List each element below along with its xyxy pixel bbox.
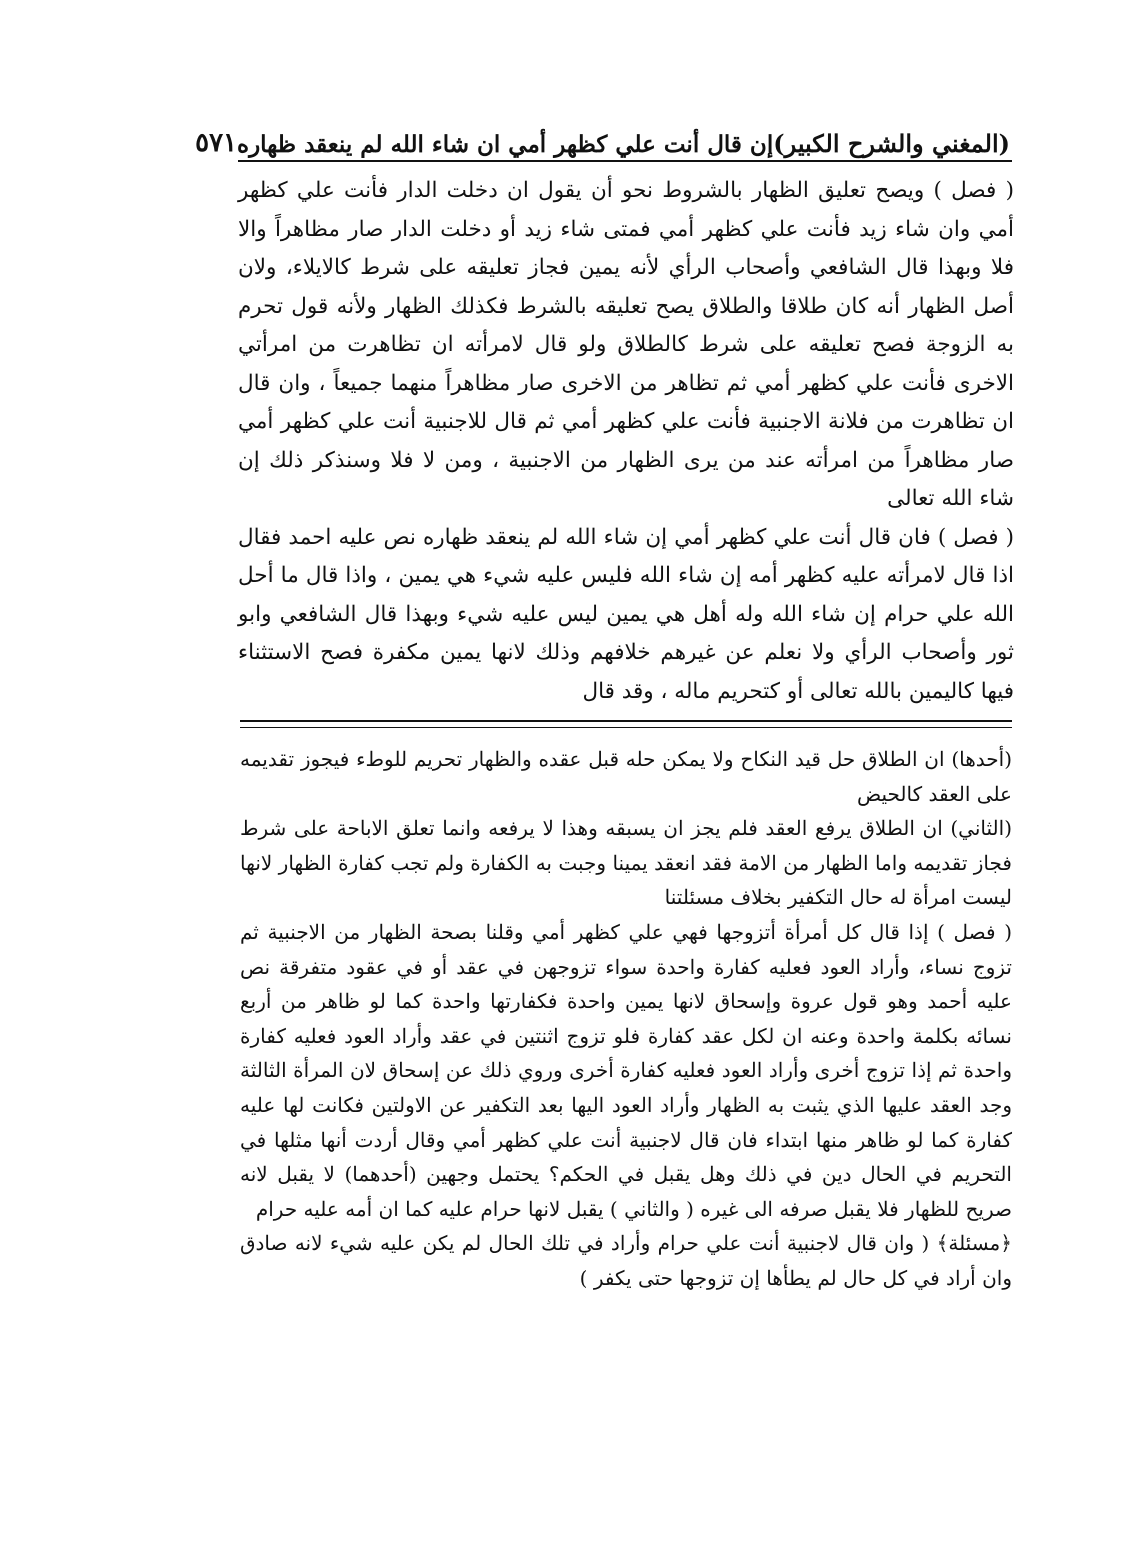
commentary-paragraph: ( فصل ) إذا قال كل أمرأة أتزوجها فهي علي كظهر أمي وقلنا بصحة الظهار من الاجنبية ثم تزوج نساء، وأراد العود فعليه كفارة واحدة سواء تزوجهن في عقد أو في عقود متفرقة نص عليه أحمد وهو قول عروة وإسحاق لانها يمين واحدة فكفارتها واحدة كما لو ظاهر من أربع نسائه بكلمة واحدة وعنه ان لكل عقد كفارة فلو تزوج اثنتين في عقد وأراد العود فعليه كفارة واحدة ثم إذا تزوج أخرى وأراد العود فعليه كفارة أخرى وروي ذلك عن إسحاق لان المرأة الثالثة وجد العقد عليها الذي يثبت به الظهار وأراد العود اليها بعد التكفير عن الاولتين فكانت لها عليه كفارة كما لو ظاهر منها ابتداء فان قال لاجنبية أنت علي كظهر أمي وقال أردت أنها مثلها في التحريم في الحال دين في ذلك وهل يقبل في الحكم؟ يحتمل وجهين (أحدهما) لا يقبل لانه صريح للظهار فلا يقبل صرفه الى غيره ( والثاني ) يقبل لانها حرام عليه كما ان أمه عليه حرام (240, 919, 1012, 1221)
section-divider (240, 720, 1012, 728)
commentary-paragraph: (الثاني) ان الطلاق يرفع العقد فلم يجز ان يسبقه وهذا لا يرفعه وانما تعلق الاباحة على شرط فجاز تقديمه واما الظهار من الامة فقد انعقد يمينا وجبت به الكفارة ولم تجب كفارة الظهار لانها ليست امرأة له حال التكفير بخلاف مسئلتنا (240, 816, 1012, 910)
running-header (195, 118, 1010, 158)
page-number: ٥٧١ (195, 128, 238, 158)
commentary-text (240, 742, 1012, 1296)
main-paragraph: ( فصل ) ويصح تعليق الظهار بالشروط نحو أن يقول ان دخلت الدار فأنت علي كظهر أمي وان شاء زيد فأنت علي كظهر أمي فمتى شاء زيد أو دخلت الدار صار مظاهراً والا فلا وبهذا قال الشافعي وأصحاب الرأي لأنه يمين فجاز تعليقه على شرط كالايلاء، ولان أصل الظهار أنه كان طلاقا والطلاق يصح تعليقه بالشرط فكذلك الظهار ولأنه قول تحرم به الزوجة فصح تعليقه على شرط كالطلاق ولو قال لامرأته ان تظاهرت من امرأتي الاخرى فأنت علي كظهر أمي ثم تظاهر من الاخرى صار مظاهراً منهما جميعاً ، وان قال ان تظاهرت من فلانة الاجنبية فأنت علي كظهر أمي ثم قال للاجنبية أنت علي كظهر أمي صار مظاهراً من امرأته عند من يرى الظهار من الاجنبية ، ومن لا فلا وسنذكر ذلك إن شاء الله تعالى (238, 178, 1014, 511)
header-rule (238, 160, 1012, 162)
chapter-title: إن قال أنت علي كظهر أمي ان شاء الله لم ينعقد ظهاره (237, 131, 774, 158)
main-paragraph: ( فصل ) فان قال أنت علي كظهر أمي إن شاء الله لم ينعقد ظهاره نص عليه احمد فقال اذا قال لامرأته عليه كظهر أمه إن شاء الله فليس عليه شيء هي يمين ، واذا قال ما أحل الله علي حرام إن شاء الله وله أهل هي يمين ليس عليه شيء وبهذا قال الشافعي وابو ثور وأصحاب الرأي ولا نعلم عن غيرهم خلافهم وذلك لانها يمين مكفرة فصح الاستثناء فيها كاليمين بالله تعالى أو كتحريم ماله ، وقد قال (238, 524, 1014, 704)
commentary-paragraph: ﴿مسئلة﴾ ( وان قال لاجنبية أنت علي حرام وأراد في تلك الحال لم يكن عليه شيء لانه صادق وان أراد في كل حال لم يطأها إن تزوجها حتى يكفر ) (240, 1231, 1012, 1290)
main-text (238, 172, 1014, 711)
commentary-paragraph: (أحدها) ان الطلاق حل قيد النكاح ولا يمكن حله قبل عقده والظهار تحريم للوطء فيجوز تقديمه على العقد كالحيض (240, 747, 1012, 806)
book-title: (المغني والشرح الكبير) (773, 129, 1010, 158)
